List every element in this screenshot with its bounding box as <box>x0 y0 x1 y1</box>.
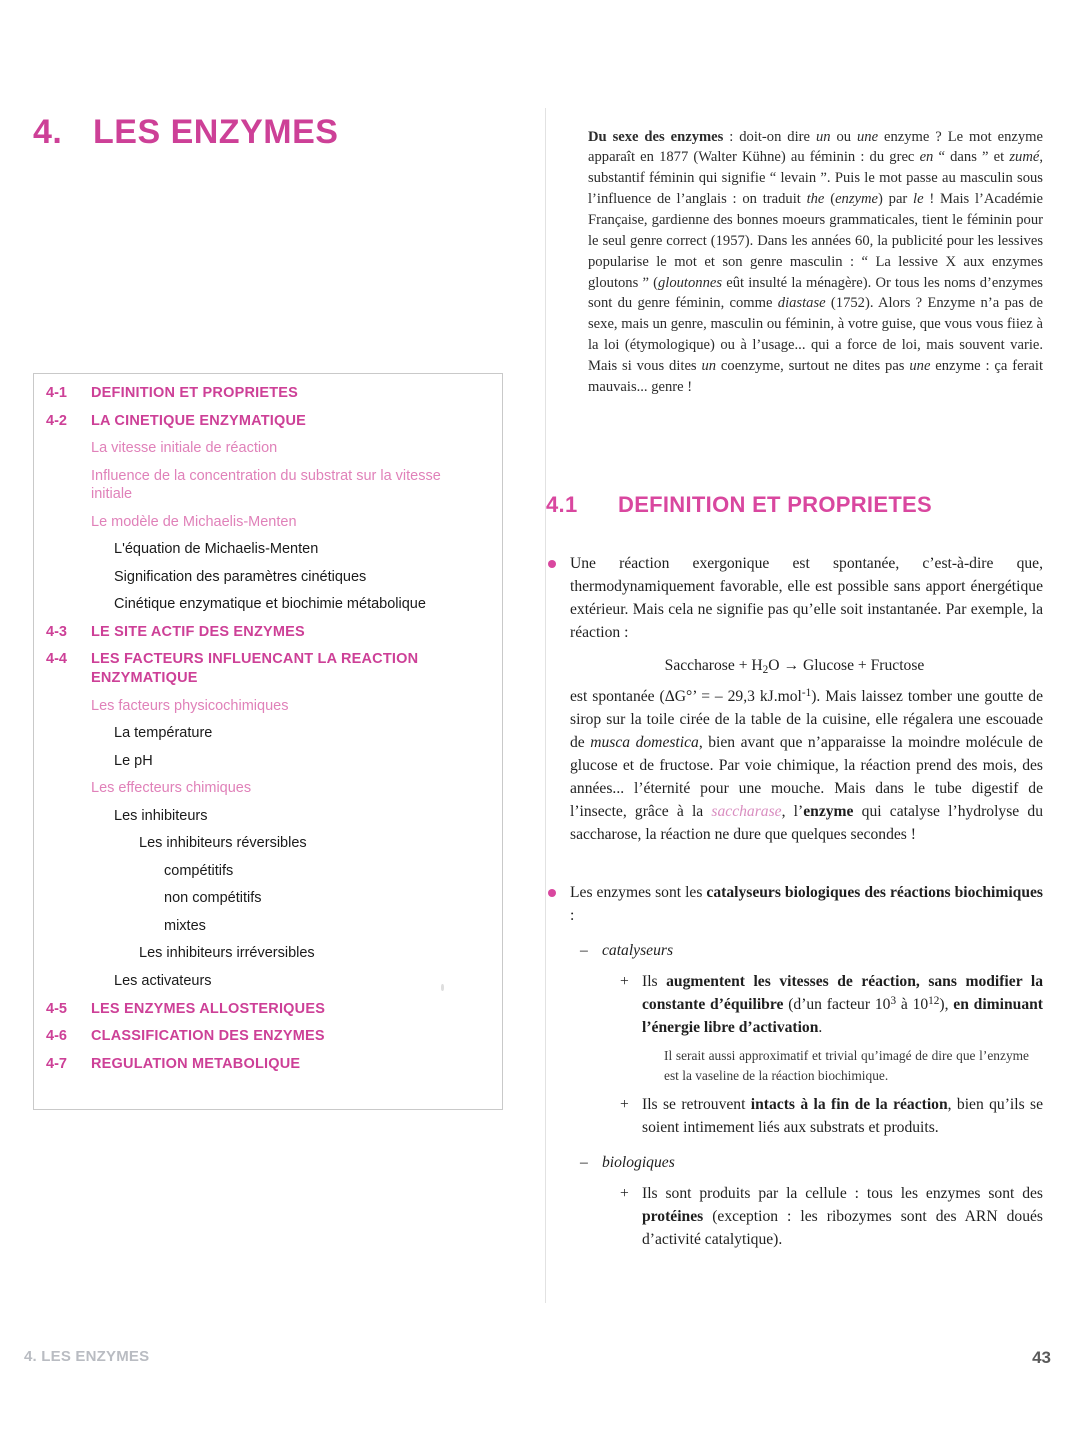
aside-t4: “ dans ” et <box>933 149 1010 166</box>
toc-entry-level5[interactable]: mixtes <box>164 917 206 934</box>
toc-entry-level1[interactable] <box>46 623 490 642</box>
toc-entry-level5[interactable]: non compétitifs <box>164 890 262 907</box>
toc-entry-level4[interactable]: Les inhibiteurs réversibles <box>139 835 307 852</box>
aside-t5: , substantif féminin qui signifie “ levain ”. Puis le mot passe au masculin sous l’influence de l’anglais : on traduit <box>588 149 1043 208</box>
aside-t3: enzyme ? Le mot enzyme apparaît en 1877 (Walter Kühne) au féminin : du grec <box>588 128 1044 166</box>
eq-superscript: -1 <box>801 686 812 699</box>
aside-i6: enzyme <box>835 191 879 208</box>
plus-1-sup-1: 3 <box>890 994 897 1007</box>
toc-entry-number: 4-7 <box>46 1055 67 1072</box>
aside-i8: gloutonnes <box>657 274 723 291</box>
eq-line-b: ). Mais laissez tomber une goutte de sirop sur la toile cirée de la table de la cuisine, elle régalera une escouade de <box>570 688 1043 752</box>
equation-right: Glucose + Fructose <box>802 657 925 675</box>
plus-1-bold-2: en diminuant l’énergie libre d’activation <box>642 995 1044 1036</box>
plus-1-pre: Ils <box>642 972 667 990</box>
bullet-2-pre: Les enzymes sont les <box>570 883 707 901</box>
aside-i10: un <box>701 358 717 375</box>
toc-entry-level3[interactable]: Les inhibiteurs <box>114 807 208 824</box>
toc-entry-level3[interactable]: L'équation de Michaelis-Menten <box>114 541 319 558</box>
toc-entry-label: LA CINETIQUE ENZYMATIQUE <box>91 412 307 429</box>
plus-1-sup-2: 12 <box>928 994 940 1007</box>
dash-1-label: catalyseurs <box>602 941 674 959</box>
aside-t12: enzyme : ça ferait mauvais... genre ! <box>588 358 1044 395</box>
note-paragraph: Il serait aussi approximatif et trivial qu’imagé de dire que l’enzyme est la vaseline de la réaction biochimique. <box>664 1048 1029 1083</box>
body-column <box>546 552 1043 1257</box>
bullet-dot-icon <box>548 889 556 897</box>
dash-2-label: biologiques <box>602 1154 675 1172</box>
dash-mark-icon: – <box>580 1154 588 1172</box>
toc-entry-level1[interactable] <box>46 1000 490 1019</box>
bullet-2-post: : <box>570 906 575 924</box>
toc-entry-level3[interactable]: La température <box>114 725 213 742</box>
aside-t10: (1752). Alors ? Enzyme n’a pas de sexe, mais un genre, masculin ou féminin, à votre guise, que vous vous fiiez à la loi (étymologique) ou à l’usage... qui a force de loi, mais souvent varie. Mais si vous dites <box>588 295 1043 375</box>
eq-italic-species: musca domestica <box>590 734 699 752</box>
toc-entry-level4[interactable]: Les inhibiteurs irréversibles <box>139 945 315 962</box>
aside-t2: ou <box>830 128 857 145</box>
chapter-title-text: LES ENZYMES <box>93 113 339 151</box>
plus-1-bold-1: augmentent les vitesses de réaction, sans modifier la constante d’équilibre <box>642 972 1043 1013</box>
aside-i2: une <box>856 128 879 145</box>
plus-1-end: . <box>818 1018 823 1036</box>
aside-t8: ! Mais l’Académie Française, gardienne des bonnes moeurs grammaticales, tient le féminin pour le seul genre correct (1957). Dans les années 60, la publicité pour les lessives popularise le mot et son genre masculin : “ La lessive X aux enzymes gloutons ” ( <box>588 191 1044 291</box>
plus-mark-icon: + <box>620 1185 629 1203</box>
toc-entry-number: 4-1 <box>46 385 67 401</box>
eq-line-e: qui catalyse l’hydrolyse du saccharose, la réaction ne dure que quelques secondes ! <box>570 803 1043 844</box>
aside-paragraph <box>588 127 1043 398</box>
toc-entry-level1[interactable] <box>46 384 490 403</box>
table-of-contents-box <box>33 373 503 1110</box>
plus-item-2 <box>546 1093 1043 1139</box>
eq-line-c: , bien avant que n’apparaisse la moindre molécule de glucose et de fructose. Par voie chimique, la réaction prend des mois, des années... l’éternité pour une mouche. Mais dans le tube digestif de l’insecte, grâce à la <box>570 734 1043 821</box>
chapter-number: 4. <box>33 113 63 151</box>
toc-entry-level3[interactable]: Signification des paramètres cinétiques <box>114 568 367 585</box>
plus-item-1 <box>546 970 1043 1039</box>
section-heading <box>546 492 932 518</box>
scan-speck <box>441 984 444 991</box>
toc-entry-level2[interactable]: Les effecteurs chimiques <box>91 780 252 797</box>
toc-entry-number: 4-2 <box>46 412 67 429</box>
bullet-paragraph-1 <box>546 552 1043 644</box>
aside-i3: en <box>919 149 934 166</box>
aside-i4: zumé <box>1009 149 1040 166</box>
toc-entry-number: 4-4 <box>46 651 67 668</box>
eq-bold-term: enzyme <box>803 803 854 821</box>
toc-entry-label: LES ENZYMES ALLOSTERIQUES <box>91 1000 326 1017</box>
aside-t9: eût insulté la ménagère). Or tous les noms d’enzymes sont du genre féminin, comme <box>588 274 1043 312</box>
aside-i1: un <box>815 128 831 145</box>
toc-entry-level3[interactable]: Cinétique enzymatique et biochimie métabolique <box>114 596 426 613</box>
plus-mark-icon: + <box>620 1095 629 1113</box>
toc-entry-level2[interactable]: Les facteurs physicochimiques <box>91 697 289 714</box>
dash-item-biologiques <box>546 1151 1043 1174</box>
bullet-2-bold: catalyseurs biologiques des réactions biochimiques <box>706 883 1044 901</box>
plus-1-mid: (d’un facteur 10 <box>783 995 891 1013</box>
toc-entry-number: 4-5 <box>46 1000 67 1017</box>
footer-page-number: 43 <box>1032 1348 1051 1367</box>
aside-i11: une <box>909 358 931 375</box>
eq-pink-term: saccharase <box>711 803 782 821</box>
equation-mid: O <box>768 657 780 675</box>
toc-entry-level3[interactable]: Le pH <box>114 752 153 769</box>
toc-entry-level2[interactable]: Influence de la concentration du substrat sur la vitesse initiale <box>91 467 441 503</box>
plus-2-bold: intacts à la fin de la réaction <box>750 1095 948 1113</box>
toc-entry-label: DEFINITION ET PROPRIETES <box>91 385 299 401</box>
bullet-paragraph-2 <box>546 881 1043 927</box>
bullet-dot-icon <box>548 560 556 568</box>
plus-2-post: , bien qu’ils se soient intimement liés aux substrats et produits. <box>642 1095 1044 1137</box>
toc-entry-level2[interactable]: La vitesse initiale de réaction <box>91 440 278 457</box>
bullet-1-text: Une réaction exergonique est spontanée, c’est-à-dire que, thermodynamiquement favorable, elle est possible sans apport énergétique extérieur. Mais cela ne signifie pas qu’elle soit instantanée. Par exemple, la réaction : <box>570 555 1043 642</box>
chemical-equation <box>546 654 1043 679</box>
toc-entry-label: CLASSIFICATION DES ENZYMES <box>91 1028 325 1045</box>
dash-mark-icon: – <box>580 941 588 959</box>
equation-left: Saccharose + H <box>664 657 763 675</box>
equation-subscript: 2 <box>762 664 769 677</box>
toc-entry-level1[interactable] <box>46 1055 490 1074</box>
plus-mark-icon: + <box>620 972 629 990</box>
plus-3-post: (exception : les ribozymes sont des ARN doués d’activité catalytique). <box>642 1208 1043 1249</box>
aside-t6: ( <box>824 191 836 208</box>
toc-entry-level1[interactable] <box>46 650 490 687</box>
chapter-title <box>33 113 513 152</box>
section-number: 4.1 <box>546 492 578 517</box>
aside-column <box>588 112 1043 412</box>
aside-i9: diastase <box>777 295 826 312</box>
toc-entry-level3[interactable]: Les activateurs <box>114 973 212 990</box>
plus-3-bold: protéines <box>642 1208 704 1226</box>
toc-entry-label: LES FACTEURS INFLUENCANT LA REACTION ENZYMATIQUE <box>91 651 419 687</box>
aside-i7: le <box>913 191 924 208</box>
toc-entry-level1[interactable] <box>46 412 490 431</box>
eq-line-a: est spontanée (ΔG°’ = – 29,3 kJ.mol <box>570 688 802 705</box>
equation-commentary <box>546 685 1043 847</box>
toc-entry-number: 4-6 <box>46 1028 67 1045</box>
toc-entry-level5[interactable]: compétitifs <box>164 862 234 879</box>
plus-2-pre: Ils se retrouvent <box>642 1095 751 1113</box>
eq-line-d: , l’ <box>781 803 804 821</box>
aside-t1: : doit-on dire <box>723 128 816 145</box>
footer-chapter-label: 4. LES ENZYMES <box>24 1348 150 1365</box>
toc-entry-level2[interactable]: Le modèle de Michaelis-Menten <box>91 513 297 530</box>
aside-t11: coenzyme, surtout ne dites pas <box>716 358 910 375</box>
plus-1-mid-2: à 10 <box>896 995 929 1013</box>
toc-entry-label: REGULATION METABOLIQUE <box>91 1055 301 1072</box>
section-title: DEFINITION ET PROPRIETES <box>618 492 933 517</box>
table-of-contents-list <box>34 374 502 1073</box>
aside-lead: Du sexe des enzymes <box>588 128 724 145</box>
aside-i5: the <box>806 191 825 208</box>
toc-entry-number: 4-3 <box>46 623 67 640</box>
toc-entry-label: LE SITE ACTIF DES ENZYMES <box>91 623 305 640</box>
plus-item-3 <box>546 1182 1043 1251</box>
toc-entry-level1[interactable] <box>46 1027 490 1046</box>
aside-t7: ) par <box>878 191 914 208</box>
reaction-arrow-icon: → <box>783 657 800 675</box>
dash-item-catalyseurs <box>546 939 1043 962</box>
plus-1-mid-3: ), <box>939 995 954 1013</box>
plus-3-pre: Ils sont produits par la cellule : tous les enzymes sont des <box>642 1185 1043 1203</box>
